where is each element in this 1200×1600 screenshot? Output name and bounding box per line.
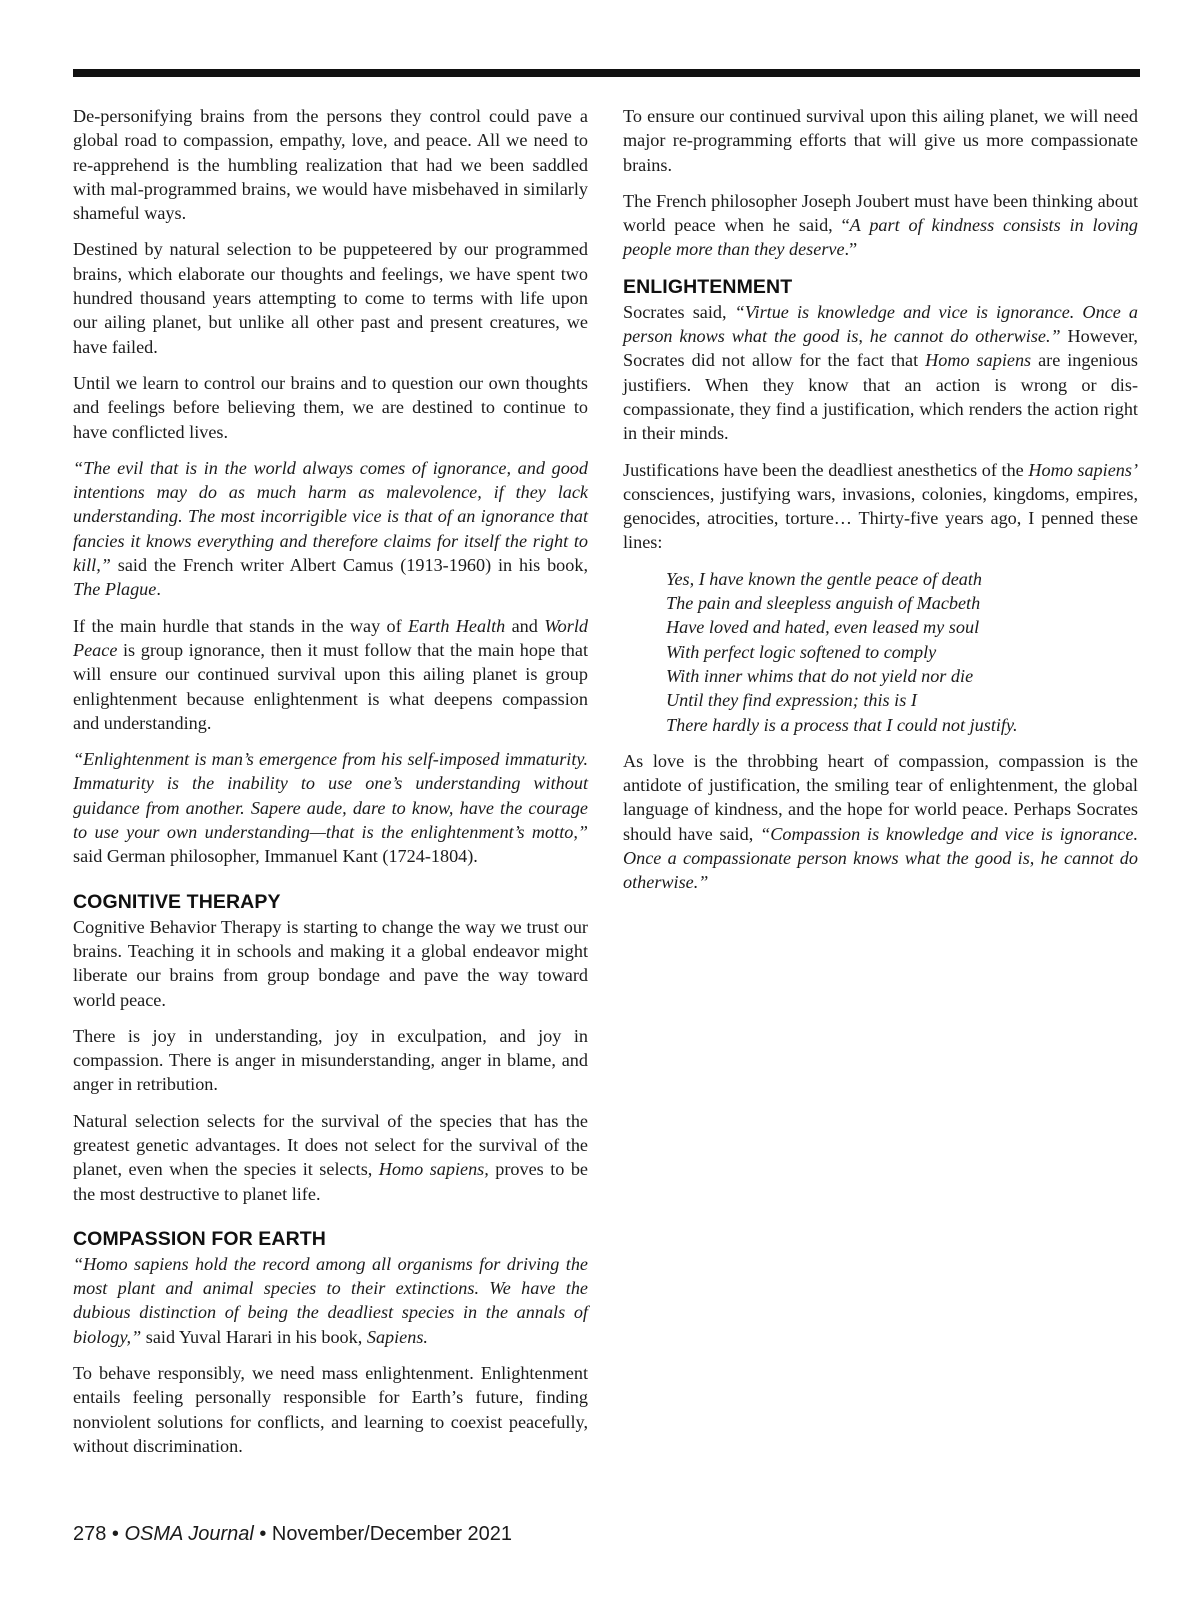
poem-line: Until they find expression; this is I (666, 690, 917, 711)
kant-quote-paragraph (73, 747, 588, 868)
text-run: are ingenious justifiers. When they know that an action is wrong or dis-compassionate, they find a justification, which renders the action right in their minds. (623, 350, 1138, 444)
kant-quote: “Enlightenment is man’s emergence from his self-imposed immaturity. Immaturity is the inability to use one’s understanding without guidance from another. Sapere aude, dare to know, have the courage to use your own understanding—that is the enlightenment’s motto,” (73, 749, 588, 843)
section-heading-cognitive-therapy: COGNITIVE THERAPY (73, 890, 281, 913)
text-run: Natural selection selects for the survival of the species that has the greatest genetic advantages. It does not select for the survival of the planet, even when the species it selects, (73, 1110, 588, 1180)
poem-line: With perfect logic softened to comply (666, 641, 937, 662)
page-footer (73, 1523, 512, 1546)
top-rule (73, 69, 1140, 77)
harari-quote: “Homo sapiens hold the record among all organisms for driving the most plant and animal species to their extinctions. We have the dubious distinction of being the deadliest species in the annals of biology,” (73, 1253, 588, 1347)
paragraph (623, 458, 1138, 555)
issue-date: • November/December 2021 (253, 1523, 513, 1545)
paragraph: Cognitive Behavior Therapy is starting to change the way we trust our brains. Teaching it in schools and making it a global endeavor might liberate our brains from group bondage and pave the way toward world peace. (73, 916, 588, 1010)
text-run: is group ignorance, then it must follow that the main hope that will ensure our continued survival upon this ailing planet is group enlightenment because enlightenment is what deepens compassion and understanding. (73, 639, 588, 733)
paragraph: There is joy in understanding, joy in exculpation, and joy in compassion. There is anger in misunderstanding, anger in blame, and anger in retribution. (73, 1025, 588, 1095)
text-run: The French philosopher Joseph Joubert must have been thinking about world peace when he said, “ (623, 190, 1138, 236)
paragraph: Until we learn to control our brains and to question our own thoughts and feelings before believing them, we are destined to continue to have conflicted lives. (73, 372, 588, 442)
left-column (73, 104, 588, 1470)
quote-attribution: said German philosopher, Immanuel Kant (1724-1804). (73, 846, 478, 867)
quote-attribution: said Yuval Harari in his book, (141, 1326, 367, 1347)
poem-line: Have loved and hated, even leased my soul (666, 617, 980, 638)
punctuation: . (156, 579, 161, 600)
joubert-quote: A part of kindness consists in loving people more than they deserve (623, 215, 1139, 260)
paragraph: To behave responsibly, we need mass enlightenment. Enlightenment entails feeling personally responsible for Earth’s future, finding nonviolent solutions for conflicts, and learning to coexist peacefully, without discrimination. (73, 1363, 588, 1456)
paragraph: Destined by natural selection to be puppeteered by our programmed brains, which elaborate our thoughts and feelings, we have spent two hundred thousand years attempting to come to terms with life upon our ailing planet, but unlike all other past and present creatures, we have failed. (73, 239, 588, 357)
poem-line: There hardly is a process that I could not justify. (666, 714, 1018, 735)
emphasis: World Peace (73, 615, 588, 660)
camus-quote-paragraph (73, 456, 588, 602)
section-heading-enlightenment: ENLIGHTENMENT (623, 275, 793, 298)
harari-quote-paragraph (73, 1252, 588, 1349)
section-heading-compassion-for-earth: COMPASSION FOR EARTH (73, 1227, 326, 1250)
journal-name: OSMA Journal (124, 1523, 254, 1545)
paragraph: De-personifying brains from the persons they control could pave a global road to compassion, empathy, love, and peace. All we need to re-apprehend is the humbling realization that had we been saddled with mal-programmed brains, we would have misbehaved in similarly shameful ways. (73, 106, 588, 224)
emphasis: Homo sapiens (925, 350, 1032, 371)
compassion-quote: “Compassion is knowledge and vice is ignorance. Once a compassionate person knows what the good is, he cannot do otherwise.” (623, 823, 1138, 893)
right-column (623, 104, 1138, 907)
text-run: Justifications have been the deadliest anesthetics of the (623, 459, 1029, 480)
page-number: 278 • (73, 1523, 125, 1545)
emphasis: Earth Health (408, 615, 506, 636)
poem-line: With inner whims that do not yield nor die (666, 665, 974, 686)
socrates-quote: “Virtue is knowledge and vice is ignorance. Once a person knows what the good is, he cannot do otherwise.” (623, 301, 1138, 347)
text-run: If the main hurdle that stands in the way of (73, 615, 408, 636)
text-run: proves to be the most destructive to planet life. (73, 1159, 588, 1204)
paragraph (623, 300, 1138, 446)
text-run: However, Socrates did not allow for the fact that (623, 326, 1138, 371)
poem (666, 567, 1138, 737)
paragraph: To ensure our continued survival upon this ailing planet, we will need major re-programming efforts that will give us more compassionate brains. (623, 106, 1138, 175)
book-title: The Plague (73, 579, 157, 600)
text-run: Socrates said, (623, 301, 735, 322)
paragraph (73, 614, 588, 735)
text-run: As love is the throbbing heart of compassion, compassion is the antidote of justification, the smiling tear of enlightenment, the global language of kindness, and the hope for world peace. Perhaps Socrates should have said, (623, 750, 1138, 844)
emphasis: Homo sapiens, (378, 1159, 489, 1180)
paragraph (623, 749, 1138, 895)
paragraph (73, 1109, 588, 1206)
text-run: .” (844, 239, 858, 260)
camus-quote: “The evil that is in the world always comes of ignorance, and good intentions may do as much harm as malevolence, if they lack understanding. The most incorrigible vice is that of an ignorance that fancies it knows everything and therefore claims for itself the right to kill,” (73, 457, 588, 576)
poem-line: Yes, I have known the gentle peace of death (666, 568, 983, 589)
paragraph (623, 189, 1138, 262)
text-run: consciences, justifying wars, invasions, colonies, kingdoms, empires, genocides, atrocities, torture… Thirty-five years ago, I penned these lines: (623, 483, 1138, 553)
poem-line: The pain and sleepless anguish of Macbeth (666, 593, 981, 614)
emphasis: Homo sapiens’ (1028, 459, 1139, 480)
quote-attribution: said the French writer Albert Camus (1913-1960) in his book, (110, 555, 588, 576)
book-title: Sapiens. (366, 1326, 428, 1347)
text-run: and (505, 615, 545, 636)
